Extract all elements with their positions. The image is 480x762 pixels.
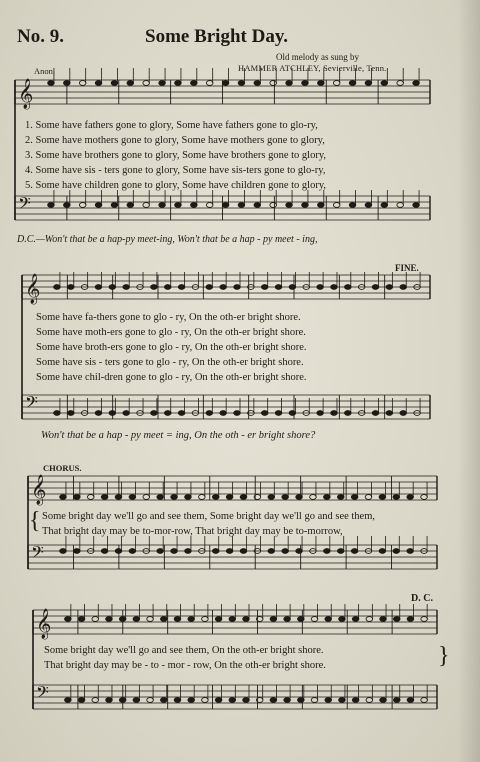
- note-head: [229, 617, 236, 622]
- bass-clef-icon: 𝄢: [25, 392, 38, 416]
- note-head: [101, 549, 108, 554]
- note-head: [206, 203, 213, 208]
- note-head: [199, 495, 206, 500]
- system-lyric-line: Some have moth-ers gone to glo - ry, On the oth-er bright shore.: [36, 327, 306, 338]
- note-head: [372, 411, 379, 416]
- note-head: [115, 549, 122, 554]
- note-head: [147, 698, 154, 703]
- note-head: [164, 285, 171, 290]
- credit-line: Old melody as sung by: [276, 52, 359, 62]
- note-head: [178, 411, 185, 416]
- note-head: [331, 285, 338, 290]
- bass-lyric-line: Won't that be a hap - py meet = ing, On the oth - er bright shore?: [41, 430, 316, 441]
- note-head: [311, 698, 318, 703]
- note-head: [206, 81, 213, 86]
- note-head: [79, 203, 86, 208]
- verse-line: 2. Some have mothers gone to glory, Some have mothers gone to glory,: [25, 135, 325, 146]
- note-head: [234, 411, 241, 416]
- note-head: [151, 285, 158, 290]
- note-head: [268, 495, 275, 500]
- treble-clef-icon: 𝄞: [36, 609, 52, 639]
- note-head: [393, 617, 400, 622]
- note-head: [339, 698, 346, 703]
- chorus-lyric-line: That bright day may be to-mor-row, That bright day may be to-morrow,: [42, 526, 343, 537]
- note-head: [284, 698, 291, 703]
- final-lyric-line: Some bright day we'll go and see them, On the oth-er bright shore.: [44, 645, 324, 656]
- note-head: [386, 285, 393, 290]
- note-head: [379, 549, 386, 554]
- note-head: [379, 495, 386, 500]
- note-head: [157, 549, 164, 554]
- note-head: [240, 495, 247, 500]
- note-head: [171, 549, 178, 554]
- note-head: [106, 617, 113, 622]
- note-head: [79, 81, 86, 86]
- note-head: [67, 411, 74, 416]
- note-head: [60, 495, 67, 500]
- note-head: [333, 203, 340, 208]
- note-head: [185, 495, 192, 500]
- note-head: [324, 495, 331, 500]
- note-head: [115, 495, 122, 500]
- note-head: [381, 81, 388, 86]
- system-lyric-line: Some have broth-ers gone to glo - ry, On the oth-er bright shore.: [36, 342, 307, 353]
- note-head: [222, 81, 229, 86]
- note-head: [407, 698, 414, 703]
- note-head: [64, 81, 71, 86]
- note-head: [226, 549, 233, 554]
- note-head: [349, 203, 356, 208]
- verse-line: 3. Some have brothers gone to glory, Some have brothers gone to glory,: [25, 150, 327, 161]
- bass-clef-icon: 𝄢: [18, 193, 31, 217]
- note-head: [333, 81, 340, 86]
- note-head: [298, 698, 305, 703]
- note-head: [159, 203, 166, 208]
- note-head: [171, 495, 178, 500]
- note-head: [270, 617, 277, 622]
- note-head: [119, 698, 126, 703]
- note-head: [331, 411, 338, 416]
- note-head: [310, 495, 317, 500]
- note-head: [413, 81, 420, 86]
- chorus-label: CHORUS.: [43, 463, 82, 473]
- note-head: [345, 411, 352, 416]
- note-head: [282, 549, 289, 554]
- note-head: [60, 549, 67, 554]
- note-head: [238, 203, 245, 208]
- note-head: [143, 81, 150, 86]
- note-head: [380, 698, 387, 703]
- note-head: [64, 203, 71, 208]
- note-head: [337, 495, 344, 500]
- note-head: [366, 698, 373, 703]
- note-head: [270, 81, 277, 86]
- note-head: [421, 698, 428, 703]
- note-head: [185, 549, 192, 554]
- note-head: [95, 285, 102, 290]
- note-head: [289, 285, 296, 290]
- note-head: [339, 617, 346, 622]
- note-head: [129, 495, 136, 500]
- treble-clef-icon: 𝄞: [31, 475, 47, 505]
- note-head: [393, 698, 400, 703]
- note-head: [393, 549, 400, 554]
- note-head: [111, 203, 118, 208]
- note-head: [421, 617, 428, 622]
- note-head: [226, 495, 233, 500]
- chorus-lyric-line: Some bright day we'll go and see them, Some bright day we'll go and see them,: [42, 511, 376, 522]
- dc-marker: D. C.: [411, 593, 433, 604]
- note-head: [157, 495, 164, 500]
- note-head: [160, 617, 167, 622]
- note-head: [133, 617, 140, 622]
- note-head: [101, 495, 108, 500]
- note-head: [345, 285, 352, 290]
- note-head: [78, 698, 85, 703]
- verse-line: 4. Some have sis - ters gone to glory, Some have sis-ters gone to glo-ry,: [25, 165, 326, 176]
- note-head: [202, 617, 209, 622]
- note-head: [48, 81, 55, 86]
- note-head: [87, 495, 94, 500]
- note-head: [372, 285, 379, 290]
- note-head: [54, 411, 61, 416]
- note-head: [351, 549, 358, 554]
- note-head: [127, 81, 134, 86]
- note-head: [397, 203, 404, 208]
- note-head: [261, 285, 268, 290]
- note-head: [174, 698, 181, 703]
- note-head: [92, 698, 99, 703]
- note-head: [92, 617, 99, 622]
- note-head: [65, 617, 72, 622]
- note-head: [400, 411, 407, 416]
- note-head: [324, 549, 331, 554]
- note-head: [127, 203, 134, 208]
- system-lyric-line: Some have sis - ters gone to glo - ry, On the oth-er bright shore.: [36, 357, 304, 368]
- note-head: [95, 81, 102, 86]
- note-head: [212, 549, 219, 554]
- bass-lyric-line: D.C.—Won't that be a hap-py meet-ing, Won't that be a hap - py meet - ing,: [17, 234, 318, 245]
- verse-line: 5. Some have children gone to glory, Some have children gone to glory,: [25, 180, 327, 191]
- note-head: [54, 285, 61, 290]
- note-head: [400, 285, 407, 290]
- note-head: [337, 549, 344, 554]
- hymn-number: No. 9.: [17, 26, 64, 47]
- note-head: [109, 285, 116, 290]
- note-head: [317, 285, 324, 290]
- note-head: [151, 411, 158, 416]
- note-head: [175, 203, 182, 208]
- note-head: [106, 698, 113, 703]
- note-head: [215, 698, 222, 703]
- note-head: [48, 203, 55, 208]
- lyric-brace: {: [29, 508, 41, 534]
- note-head: [220, 411, 227, 416]
- final-lyric-line: That bright day may be - to - mor - row, On the oth-er bright shore.: [44, 660, 326, 671]
- bass-clef-icon: 𝄢: [31, 542, 44, 566]
- bass-clef-icon: 𝄢: [36, 682, 49, 706]
- note-head: [254, 81, 261, 86]
- note-head: [206, 285, 213, 290]
- note-head: [298, 617, 305, 622]
- note-head: [243, 698, 250, 703]
- note-head: [282, 495, 289, 500]
- note-head: [220, 285, 227, 290]
- note-head: [407, 495, 414, 500]
- lyric-brace: }: [438, 643, 450, 669]
- note-head: [95, 203, 102, 208]
- note-head: [215, 617, 222, 622]
- note-head: [351, 495, 358, 500]
- note-head: [261, 411, 268, 416]
- note-head: [175, 81, 182, 86]
- credit-attribution: HAMMER ATCHLEY, Sevierville, Tenn.: [238, 63, 387, 73]
- system-lyric-line: Some have chil-dren gone to glo - ry, On the oth-er bright shore.: [36, 372, 307, 383]
- note-head: [78, 617, 85, 622]
- note-head: [129, 549, 136, 554]
- hymn-title: Some Bright Day.: [145, 26, 289, 47]
- note-head: [317, 411, 324, 416]
- note-head: [222, 203, 229, 208]
- note-head: [325, 698, 332, 703]
- note-head: [202, 698, 209, 703]
- note-head: [365, 495, 372, 500]
- note-head: [318, 81, 325, 86]
- note-head: [270, 698, 277, 703]
- note-head: [234, 285, 241, 290]
- note-head: [413, 203, 420, 208]
- note-head: [191, 81, 198, 86]
- note-head: [206, 411, 213, 416]
- note-head: [296, 549, 303, 554]
- note-head: [393, 495, 400, 500]
- verse-line: 1. Some have fathers gone to glory, Some have fathers gone to glo-ry,: [25, 120, 318, 131]
- note-head: [397, 81, 404, 86]
- note-head: [188, 698, 195, 703]
- note-head: [421, 495, 428, 500]
- note-head: [366, 617, 373, 622]
- note-head: [352, 617, 359, 622]
- note-head: [143, 495, 150, 500]
- note-head: [123, 411, 130, 416]
- note-head: [286, 81, 293, 86]
- note-head: [268, 549, 275, 554]
- note-head: [352, 698, 359, 703]
- note-head: [67, 285, 74, 290]
- note-head: [133, 698, 140, 703]
- note-head: [289, 411, 296, 416]
- note-head: [178, 285, 185, 290]
- note-head: [109, 411, 116, 416]
- system-lyric-line: Some have fa-thers gone to glo - ry, On the oth-er bright shore.: [36, 312, 301, 323]
- note-head: [407, 549, 414, 554]
- note-head: [365, 203, 372, 208]
- treble-clef-icon: 𝄞: [18, 79, 34, 109]
- note-head: [191, 203, 198, 208]
- note-head: [254, 203, 261, 208]
- note-head: [229, 698, 236, 703]
- note-head: [386, 411, 393, 416]
- note-head: [160, 698, 167, 703]
- composer-label: Anon.: [34, 66, 56, 76]
- note-head: [275, 411, 282, 416]
- treble-clef-icon: 𝄞: [25, 274, 41, 304]
- note-head: [143, 203, 150, 208]
- note-head: [147, 617, 154, 622]
- note-head: [164, 411, 171, 416]
- note-head: [74, 495, 81, 500]
- note-head: [381, 203, 388, 208]
- note-head: [243, 617, 250, 622]
- note-head: [302, 81, 309, 86]
- note-head: [407, 617, 414, 622]
- note-head: [275, 285, 282, 290]
- note-head: [74, 549, 81, 554]
- note-head: [238, 81, 245, 86]
- note-head: [95, 411, 102, 416]
- note-head: [188, 617, 195, 622]
- note-head: [284, 617, 291, 622]
- note-head: [311, 617, 318, 622]
- note-head: [159, 81, 166, 86]
- note-head: [270, 203, 277, 208]
- note-head: [286, 203, 293, 208]
- note-head: [174, 617, 181, 622]
- note-head: [240, 549, 247, 554]
- note-head: [65, 698, 72, 703]
- fine-marker: FINE.: [395, 263, 419, 273]
- note-head: [111, 81, 118, 86]
- note-head: [119, 617, 126, 622]
- note-head: [296, 495, 303, 500]
- note-head: [325, 617, 332, 622]
- note-head: [349, 81, 356, 86]
- note-head: [365, 81, 372, 86]
- note-head: [380, 617, 387, 622]
- note-head: [302, 203, 309, 208]
- note-head: [212, 495, 219, 500]
- note-head: [318, 203, 325, 208]
- note-head: [123, 285, 130, 290]
